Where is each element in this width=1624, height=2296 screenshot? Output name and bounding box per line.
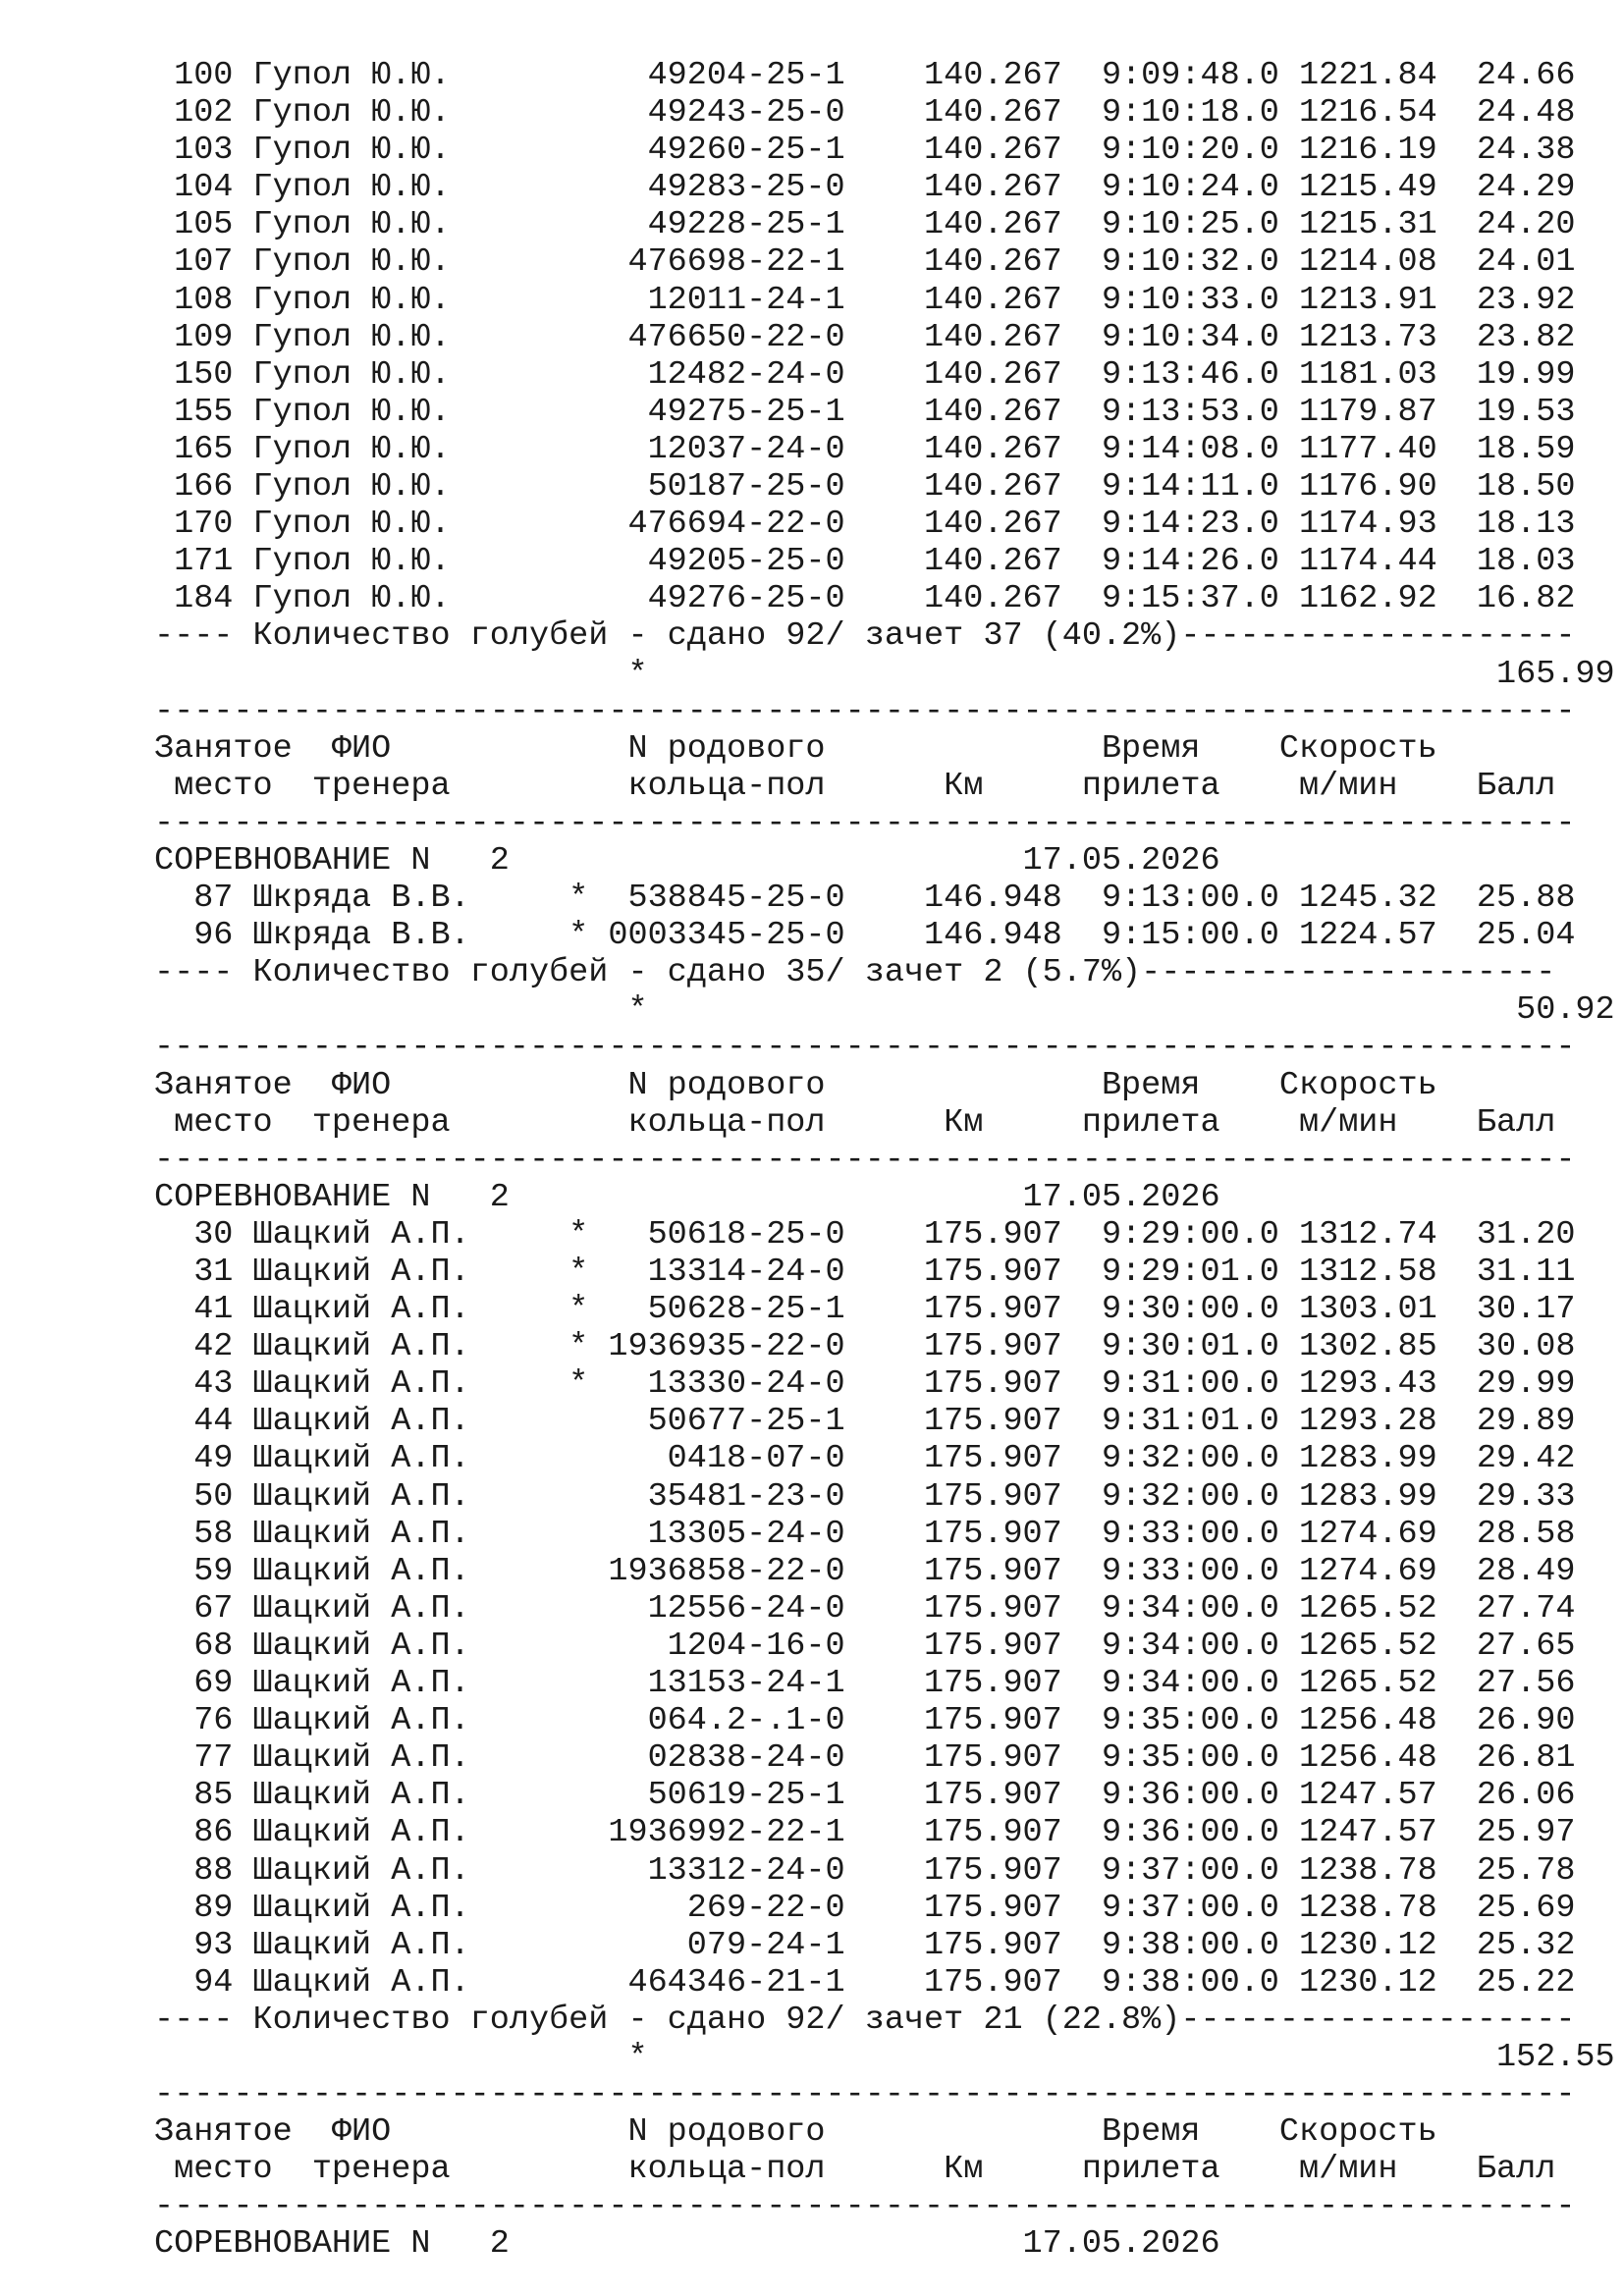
summary-line: ---- Количество голубей - сдано 92/ зачет 37 (40.2%)-------------------- [154,617,1576,656]
result-row: 93 Шацкий А.П. 079-24-1 175.907 9:38:00.0 1230.12 25.32 [154,1926,1576,1964]
total-line: * 165.99 [154,655,1615,693]
results-printout [154,57,1615,2264]
competition-header-line: СОРЕВНОВАНИЕ N 2 17.05.2026 [154,841,1220,880]
result-row: 41 Шацкий А.П. * 50628-25-1 175.907 9:30:00.0 1303.01 30.17 [154,1291,1576,1329]
result-row: 67 Шацкий А.П. 12556-24-0 175.907 9:34:00.0 1265.52 27.74 [154,1589,1576,1628]
result-row: 96 Шкряда В.В. * 0003345-25-0 146.948 9:15:00.0 1224.57 25.04 [154,917,1576,955]
result-row: 102 Гупол Ю.Ю. 49243-25-0 140.267 9:10:18.0 1216.54 24.48 [154,94,1576,133]
separator-line: ------------------------------------------------------------------------ [154,804,1576,842]
result-row: 165 Гупол Ю.Ю. 12037-24-0 140.267 9:14:08.0 1177.40 18.59 [154,430,1576,468]
result-row: 100 Гупол Ю.Ю. 49204-25-1 140.267 9:09:48.0 1221.84 24.66 [154,57,1576,94]
result-row: 108 Гупол Ю.Ю. 12011-24-1 140.267 9:10:33.0 1213.91 23.92 [154,281,1576,319]
result-row: 49 Шацкий А.П. 0418-07-0 175.907 9:32:00.0 1283.99 29.42 [154,1440,1576,1478]
column-header-line: место тренера кольца-пол Км прилета м/мин Балл [154,1103,1556,1142]
result-row: 31 Шацкий А.П. * 13314-24-0 175.907 9:29:01.0 1312.58 31.11 [154,1254,1576,1291]
separator-line: ------------------------------------------------------------------------ [154,2188,1576,2226]
result-row: 58 Шацкий А.П. 13305-24-0 175.907 9:33:00.0 1274.69 28.58 [154,1515,1576,1553]
result-row: 89 Шацкий А.П. 269-22-0 175.907 9:37:00.0 1238.78 25.69 [154,1889,1576,1927]
result-row: 104 Гупол Ю.Ю. 49283-25-0 140.267 9:10:24.0 1215.49 24.29 [154,169,1576,207]
result-row: 44 Шацкий А.П. 50677-25-1 175.907 9:31:01.0 1293.28 29.89 [154,1403,1576,1441]
result-row: 50 Шацкий А.П. 35481-23-0 175.907 9:32:00.0 1283.99 29.33 [154,1477,1576,1516]
result-row: 87 Шкряда В.В. * 538845-25-0 146.948 9:13:00.0 1245.32 25.88 [154,880,1576,918]
summary-line: ---- Количество голубей - сдано 35/ зачет 2 (5.7%)--------------------- [154,954,1556,992]
separator-line: ------------------------------------------------------------------------ [154,2076,1576,2114]
total-line: * 50.92 [154,991,1615,1030]
result-row: 94 Шацкий А.П. 464346-21-1 175.907 9:38:00.0 1230.12 25.22 [154,1963,1576,2002]
result-row: 77 Шацкий А.П. 02838-24-0 175.907 9:35:00.0 1256.48 26.81 [154,1739,1576,1778]
result-row: 155 Гупол Ю.Ю. 49275-25-1 140.267 9:13:53.0 1179.87 19.53 [154,393,1576,431]
column-header-line: место тренера кольца-пол Км прилета м/мин Балл [154,767,1556,805]
competition-header-line: СОРЕВНОВАНИЕ N 2 17.05.2026 [154,2225,1220,2264]
result-row: 107 Гупол Ю.Ю. 476698-22-1 140.267 9:10:32.0 1214.08 24.01 [154,243,1576,282]
result-row: 68 Шацкий А.П. 1204-16-0 175.907 9:34:00.0 1265.52 27.65 [154,1627,1576,1665]
column-header-line: Занятое ФИО N родового Время Скорость [154,1066,1437,1104]
separator-line: ------------------------------------------------------------------------ [154,692,1576,730]
result-row: 76 Шацкий А.П. 064.2-.1-0 175.907 9:35:00.0 1256.48 26.90 [154,1702,1576,1740]
result-row: 69 Шацкий А.П. 13153-24-1 175.907 9:34:00.0 1265.52 27.56 [154,1665,1576,1703]
result-row: 103 Гупол Ю.Ю. 49260-25-1 140.267 9:10:20.0 1216.19 24.38 [154,132,1576,170]
result-row: 88 Шацкий А.П. 13312-24-0 175.907 9:37:00.0 1238.78 25.78 [154,1851,1576,1890]
result-row: 184 Гупол Ю.Ю. 49276-25-0 140.267 9:15:37.0 1162.92 16.82 [154,580,1576,618]
result-row: 42 Шацкий А.П. * 1936935-22-0 175.907 9:30:01.0 1302.85 30.08 [154,1328,1576,1366]
result-row: 86 Шацкий А.П. 1936992-22-1 175.907 9:36:00.0 1247.57 25.97 [154,1814,1576,1852]
competition-header-line: СОРЕВНОВАНИЕ N 2 17.05.2026 [154,1178,1220,1216]
result-row: 105 Гупол Ю.Ю. 49228-25-1 140.267 9:10:25.0 1215.31 24.20 [154,206,1576,244]
result-row: 30 Шацкий А.П. * 50618-25-0 175.907 9:29:00.0 1312.74 31.20 [154,1215,1576,1254]
result-row: 150 Гупол Ю.Ю. 12482-24-0 140.267 9:13:46.0 1181.03 19.99 [154,355,1576,394]
result-row: 85 Шацкий А.П. 50619-25-1 175.907 9:36:00.0 1247.57 26.06 [154,1777,1576,1815]
column-header-line: Занятое ФИО N родового Время Скорость [154,2113,1437,2152]
result-row: 109 Гупол Ю.Ю. 476650-22-0 140.267 9:10:34.0 1213.73 23.82 [154,318,1576,356]
summary-line: ---- Количество голубей - сдано 92/ зачет 21 (22.8%)-------------------- [154,2001,1576,2039]
result-row: 43 Шацкий А.П. * 13330-24-0 175.907 9:31:00.0 1293.43 29.99 [154,1365,1576,1404]
column-header-line: Занятое ФИО N родового Время Скорость [154,729,1437,768]
result-row: 59 Шацкий А.П. 1936858-22-0 175.907 9:33:00.0 1274.69 28.49 [154,1552,1576,1590]
separator-line: ------------------------------------------------------------------------ [154,1141,1576,1179]
separator-line: ------------------------------------------------------------------------ [154,1029,1576,1067]
total-line: * 152.55 [154,2038,1615,2076]
result-row: 170 Гупол Ю.Ю. 476694-22-0 140.267 9:14:23.0 1174.93 18.13 [154,506,1576,544]
result-row: 166 Гупол Ю.Ю. 50187-25-0 140.267 9:14:11.0 1176.90 18.50 [154,468,1576,507]
column-header-line: место тренера кольца-пол Км прилета м/мин Балл [154,2151,1556,2189]
result-row: 171 Гупол Ю.Ю. 49205-25-0 140.267 9:14:26.0 1174.44 18.03 [154,543,1576,581]
